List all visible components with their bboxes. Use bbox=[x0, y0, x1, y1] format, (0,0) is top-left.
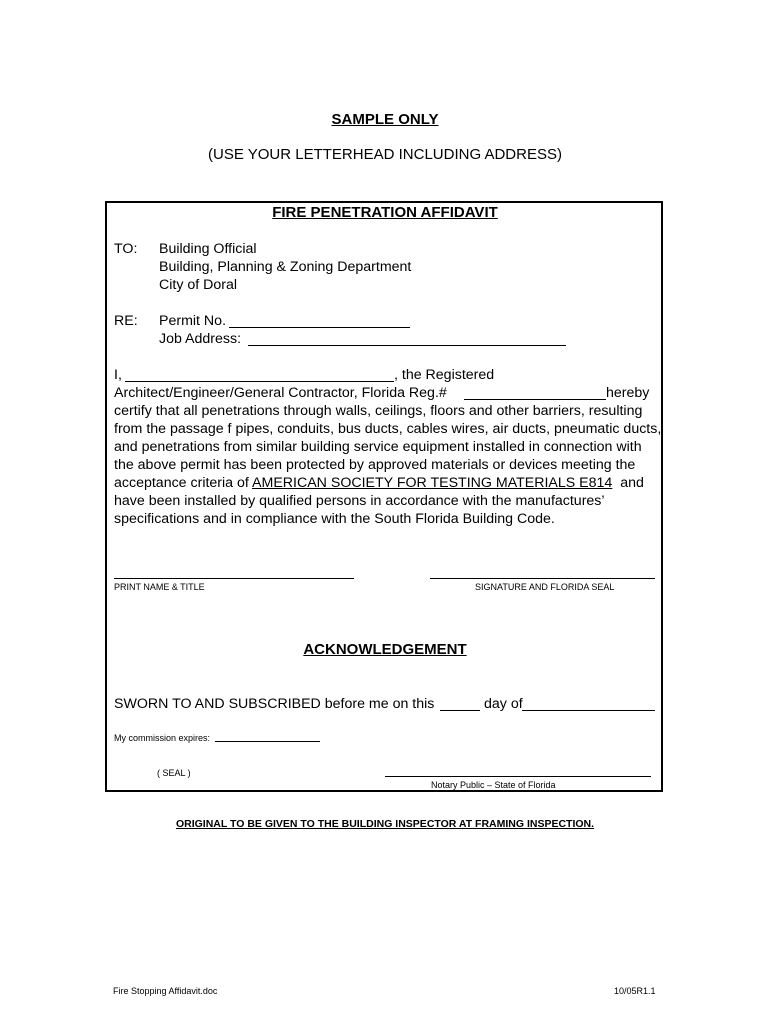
certify-line-9: specifications and in compliance with the South Florida Building Code. bbox=[114, 511, 555, 527]
to-line-2: Building, Planning & Zoning Department bbox=[159, 259, 412, 275]
inspection-notice-text: ORIGINAL TO BE GIVEN TO THE BUILDING INSPECTOR AT FRAMING INSPECTION. bbox=[175, 818, 595, 830]
print-name-field[interactable] bbox=[114, 578, 354, 579]
inspection-notice bbox=[0, 818, 770, 830]
acknowledgement-title: ACKNOWLEDGEMENT bbox=[303, 641, 467, 658]
certify-line-3: certify that all penetrations through walls, ceilings, floors and other barriers, resulting bbox=[114, 403, 643, 419]
footer-filename: Fire Stopping Affidavit.doc bbox=[113, 986, 218, 996]
print-name-label: PRINT NAME & TITLE bbox=[114, 582, 205, 592]
certify-line-1-suffix: , the Registered bbox=[394, 367, 495, 383]
certify-line-7-prefix: acceptance criteria of bbox=[114, 475, 249, 491]
certify-line-7-suffix: and bbox=[620, 475, 644, 491]
footer-revision: 10/05R1.1 bbox=[614, 986, 656, 996]
job-address-field[interactable] bbox=[248, 345, 566, 346]
permit-number-field[interactable] bbox=[229, 327, 410, 328]
notary-signature-field[interactable] bbox=[385, 776, 651, 777]
signature-field[interactable] bbox=[430, 578, 655, 579]
certify-line-4: from the passage f pipes, conduits, bus ducts, cables wires, air ducts, pneumatic ducts, bbox=[114, 421, 662, 437]
signature-label: SIGNATURE AND FLORIDA SEAL bbox=[475, 582, 615, 592]
to-line-3: City of Doral bbox=[159, 277, 238, 293]
sworn-day-label: day of bbox=[484, 696, 523, 712]
to-label: TO: bbox=[114, 241, 138, 257]
florida-reg-field[interactable] bbox=[464, 399, 606, 400]
certify-line-7 bbox=[114, 474, 644, 492]
registrant-name-field[interactable] bbox=[125, 381, 394, 382]
certify-line-2-suffix: hereby bbox=[606, 385, 650, 401]
sworn-prefix: SWORN TO AND SUBSCRIBED before me on this bbox=[114, 696, 435, 712]
sworn-month-field[interactable] bbox=[522, 710, 655, 711]
certify-line-2-prefix: Architect/Engineer/General Contractor, Florida Reg.# bbox=[114, 385, 447, 401]
certify-line-6: the above permit has been protected by approved materials or devices meeting the bbox=[114, 457, 636, 473]
sample-only-heading: SAMPLE ONLY bbox=[331, 111, 439, 128]
letterhead-note: (USE YOUR LETTERHEAD INCLUDING ADDRESS) bbox=[208, 146, 562, 163]
certify-line-1-prefix: I, bbox=[114, 367, 122, 383]
seal-label: ( SEAL ) bbox=[157, 768, 191, 778]
astm-standard: AMERICAN SOCIETY FOR TESTING MATERIALS E814 bbox=[252, 475, 613, 491]
commission-expires-field[interactable] bbox=[215, 741, 320, 742]
certify-line-5: and penetrations from similar building service equipment installed in connection with bbox=[114, 439, 642, 455]
sworn-day-field[interactable] bbox=[440, 710, 480, 711]
notary-label: Notary Public – State of Florida bbox=[431, 780, 556, 790]
job-address-label: Job Address: bbox=[159, 331, 242, 347]
permit-label: Permit No. bbox=[159, 313, 227, 329]
commission-label: My commission expires: bbox=[114, 733, 211, 743]
affidavit-title: FIRE PENETRATION AFFIDAVIT bbox=[272, 204, 498, 221]
to-line-1: Building Official bbox=[159, 241, 257, 257]
re-label: RE: bbox=[114, 313, 138, 329]
certify-line-8: have been installed by qualified persons in accordance with the manufactures’ bbox=[114, 493, 605, 509]
